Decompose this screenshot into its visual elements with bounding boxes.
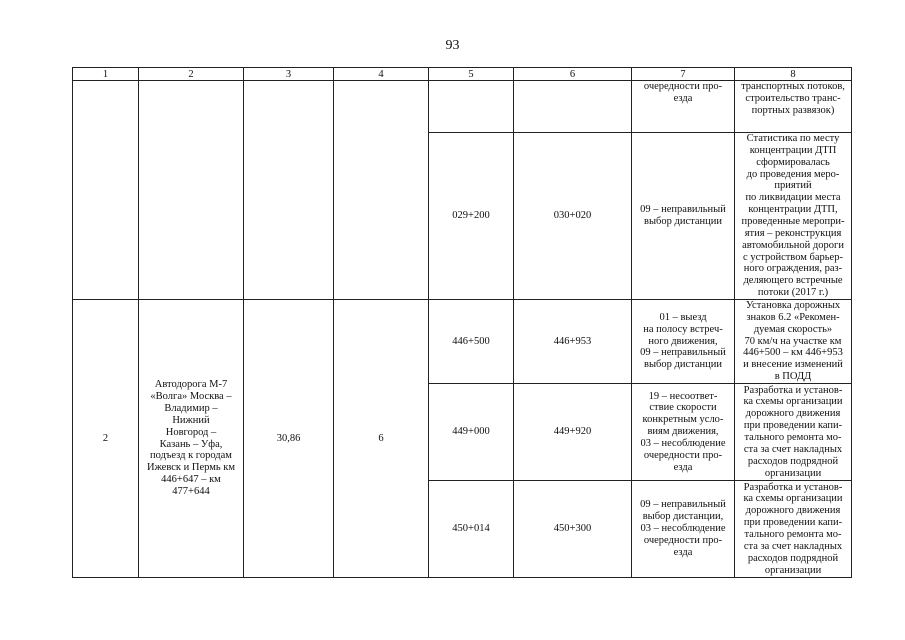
reason-cell: 01 – выезд на полосу встреч- ного движения, 09 – неправильный выбор дистанции: [632, 300, 735, 384]
road-name-cell: Автодорога М-7 «Волга» Москва – Владимир – Нижний Новгород – Казань – Уфа, подъезд к городам Ижевск и Пермь км 446+647 – км 477+644: [139, 300, 244, 578]
column-number: 6: [514, 68, 632, 81]
table-row: [73, 300, 852, 384]
end-km-cell: 450+300: [514, 481, 632, 578]
column-number: 5: [429, 68, 514, 81]
entry-number-cell: 2: [73, 300, 139, 578]
column-number: 8: [735, 68, 852, 81]
end-km-cell: [514, 81, 632, 133]
column-number: 1: [73, 68, 139, 81]
start-km-cell: 450+014: [429, 481, 514, 578]
start-km-cell: 029+200: [429, 133, 514, 300]
column-number-row: [73, 68, 852, 81]
end-km-cell: 446+953: [514, 300, 632, 384]
measures-cell: Разработка и установ- ка схемы организации дорожного движения при проведении капи- тального ремонта мо- ста за счет накладных расходов подрядной организации: [735, 384, 852, 481]
length-cell: [244, 81, 334, 300]
table-row: [73, 81, 852, 133]
reason-cell: 09 – неправильный выбор дистанции, 03 – несоблюдение очередности про- езда: [632, 481, 735, 578]
reason-cell: очередности про- езда: [632, 81, 735, 133]
end-km-cell: 030+020: [514, 133, 632, 300]
road-name-cell: [139, 81, 244, 300]
start-km-cell: [429, 81, 514, 133]
measures-cell: Разработка и установ- ка схемы организации дорожного движения при проведении капи- тального ремонта мо- ста за счет накладных расходов подрядной организации: [735, 481, 852, 578]
column-number: 7: [632, 68, 735, 81]
count-cell: 6: [334, 300, 429, 578]
column-number: 3: [244, 68, 334, 81]
count-cell: [334, 81, 429, 300]
measures-cell: Установка дорожных знаков 6.2 «Рекомен- дуемая скорость» 70 км/ч на участке км 446+500 – км 446+953 и внесение изменений в ПОДД: [735, 300, 852, 384]
column-number: 4: [334, 68, 429, 81]
measures-cell: транспортных потоков, строительство транс- портных развязок): [735, 81, 852, 133]
reason-cell: 09 – неправильный выбор дистанции: [632, 133, 735, 300]
entry-number-cell: [73, 81, 139, 300]
length-cell: 30,86: [244, 300, 334, 578]
start-km-cell: 449+000: [429, 384, 514, 481]
column-number: 2: [139, 68, 244, 81]
measures-cell: Статистика по месту концентрации ДТП сформировалась до проведения меро- приятий по ликвидации места концентрации ДТП, проведенные меропри- ятия – реконструкция автомобильной дороги с устройством барьер- ного ограждения, раз- деляющего встречные потоки (2017 г.): [735, 133, 852, 300]
accident-concentration-table: [72, 67, 852, 578]
page-number: 93: [445, 38, 460, 53]
start-km-cell: 446+500: [429, 300, 514, 384]
reason-cell: 19 – несоответ- ствие скорости конкретным усло- виям движения, 03 – несоблюдение очередности про- езда: [632, 384, 735, 481]
end-km-cell: 449+920: [514, 384, 632, 481]
